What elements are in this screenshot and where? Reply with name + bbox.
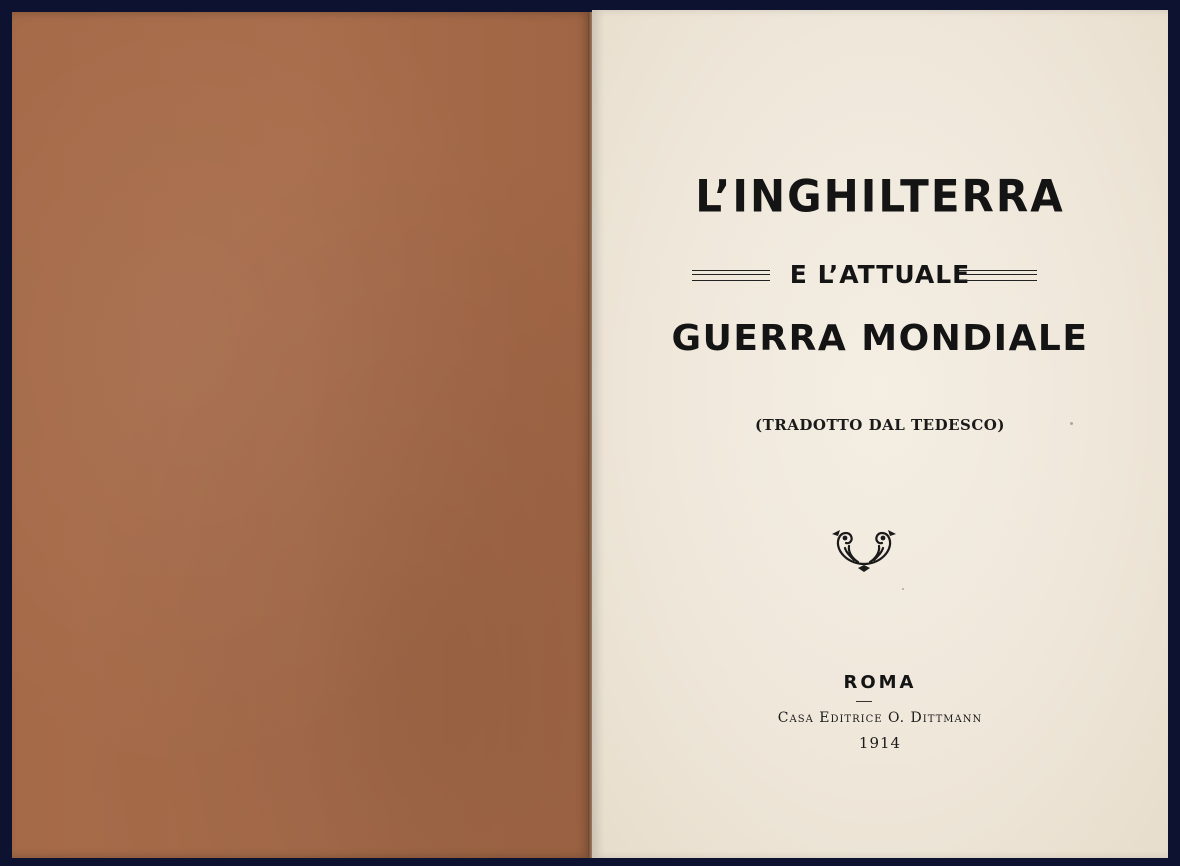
publication-city: ROMA xyxy=(843,672,917,693)
paper-speck xyxy=(1070,422,1073,425)
publication-year: 1914 xyxy=(858,734,902,752)
title-line-2: E L’ATTUALE xyxy=(789,260,971,289)
right-rule-ornament xyxy=(959,270,1037,281)
paper-speck xyxy=(902,588,904,590)
title-line-3: GUERRA MONDIALE xyxy=(671,318,1089,359)
separator-dash xyxy=(856,701,872,702)
title-line-1: L’INGHILTERRA xyxy=(695,170,1065,223)
subtitle: (TRADOTTO DAL TEDESCO) xyxy=(755,416,1005,434)
title-page xyxy=(592,10,1168,858)
title-line-2-row xyxy=(592,260,1168,290)
publisher: Casa Editrice O. Dittmann xyxy=(777,710,983,726)
inside-cover-page xyxy=(12,12,592,858)
fleuron-icon xyxy=(828,524,900,574)
